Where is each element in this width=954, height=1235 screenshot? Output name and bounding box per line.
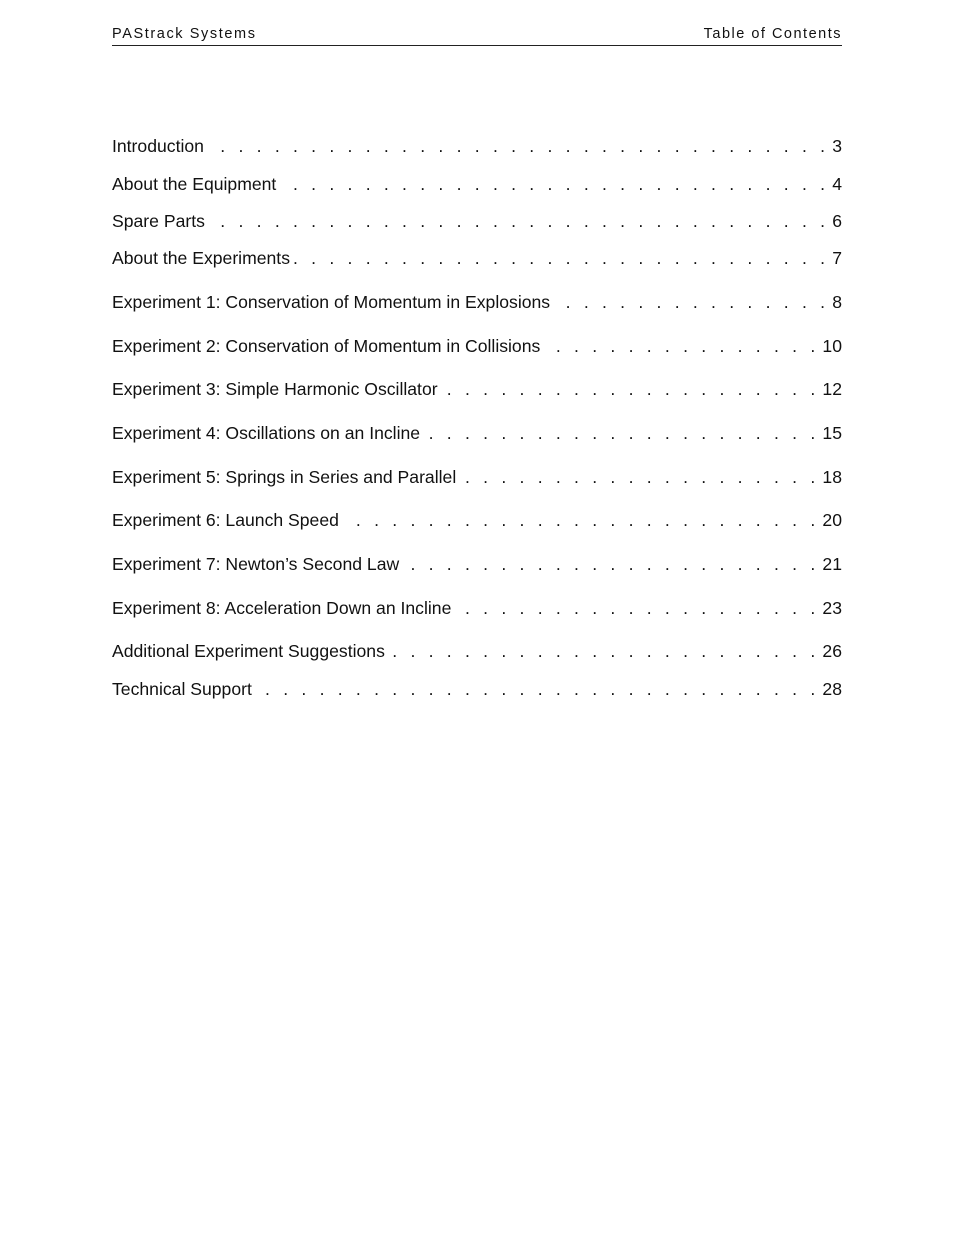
toc-entry-title: About the Equipment <box>112 174 277 194</box>
toc-entry-introduction[interactable] <box>112 134 842 158</box>
toc-entry-experiment-5[interactable] <box>112 465 842 489</box>
toc-entry-title: Introduction <box>112 136 204 156</box>
toc-entry-page: 3 <box>832 136 842 156</box>
dot-leader <box>209 209 829 233</box>
toc-entry-title: Experiment 2: Conservation of Momentum in Collisions <box>112 336 541 356</box>
dot-leader <box>256 677 820 701</box>
toc-entry-title: Experiment 3: Simple Harmonic Oscillator <box>112 379 438 399</box>
toc-entry-experiment-7[interactable] <box>112 552 842 576</box>
dot-leader <box>544 334 819 358</box>
toc-entry-experiment-4[interactable] <box>112 421 842 445</box>
toc-entry-title: Experiment 1: Conservation of Momentum in Explosions <box>112 292 551 312</box>
toc-entry-title: Experiment 7: Newton’s Second Law <box>112 554 400 574</box>
toc-entry-title: Spare Parts <box>112 211 205 231</box>
toc-entry-title: Technical Support <box>112 679 252 699</box>
dot-leader <box>280 172 829 196</box>
dot-leader <box>460 465 819 489</box>
header-section-title: Table of Contents <box>703 26 842 42</box>
toc-entry-experiment-6[interactable] <box>112 508 842 532</box>
dot-leader <box>554 290 829 314</box>
toc-entry-page: 26 <box>822 641 842 661</box>
toc-entry-page: 21 <box>822 554 842 574</box>
dot-leader <box>389 639 820 663</box>
toc-entry-experiment-1[interactable] <box>112 290 842 314</box>
dot-leader <box>455 596 819 620</box>
toc-entry-page: 12 <box>822 379 842 399</box>
toc-entry-page: 23 <box>822 598 842 618</box>
dot-leader <box>403 552 819 576</box>
toc-entry-additional-suggestions[interactable] <box>112 639 842 663</box>
toc-entry-page: 28 <box>822 679 842 699</box>
toc-entry-page: 4 <box>832 174 842 194</box>
toc-entry-page: 7 <box>832 248 842 268</box>
toc-entry-technical-support[interactable] <box>112 677 842 701</box>
page-header <box>112 25 842 46</box>
toc-entry-title: Experiment 6: Launch Speed <box>112 510 339 530</box>
toc-entry-title: About the Experiments <box>112 248 290 268</box>
dot-leader <box>208 134 829 158</box>
dot-leader <box>424 421 819 445</box>
toc-entry-page: 20 <box>822 510 842 530</box>
toc-entry-spare-parts[interactable] <box>112 209 842 233</box>
toc-entry-page: 10 <box>822 336 842 356</box>
toc-entry-experiment-3[interactable] <box>112 377 842 401</box>
toc-entry-title: Experiment 5: Springs in Series and Parallel <box>112 467 457 487</box>
header-company-name: PAStrack Systems <box>112 26 257 42</box>
toc-entry-experiment-8[interactable] <box>112 596 842 620</box>
toc-entry-page: 18 <box>822 467 842 487</box>
toc-entry-page: 6 <box>832 211 842 231</box>
toc-entry-title: Additional Experiment Suggestions <box>112 641 385 661</box>
dot-leader <box>343 508 820 532</box>
toc-entry-page: 8 <box>832 292 842 312</box>
toc-entry-experiment-2[interactable] <box>112 334 842 358</box>
dot-leader <box>442 377 820 401</box>
toc-entry-title: Experiment 8: Acceleration Down an Incline <box>112 598 452 618</box>
toc-entry-about-experiments[interactable] <box>112 246 842 270</box>
toc-entry-page: 15 <box>822 423 842 443</box>
toc-entry-title: Experiment 4: Oscillations on an Incline <box>112 423 421 443</box>
toc-entry-about-equipment[interactable] <box>112 172 842 196</box>
dot-leader <box>294 246 829 270</box>
